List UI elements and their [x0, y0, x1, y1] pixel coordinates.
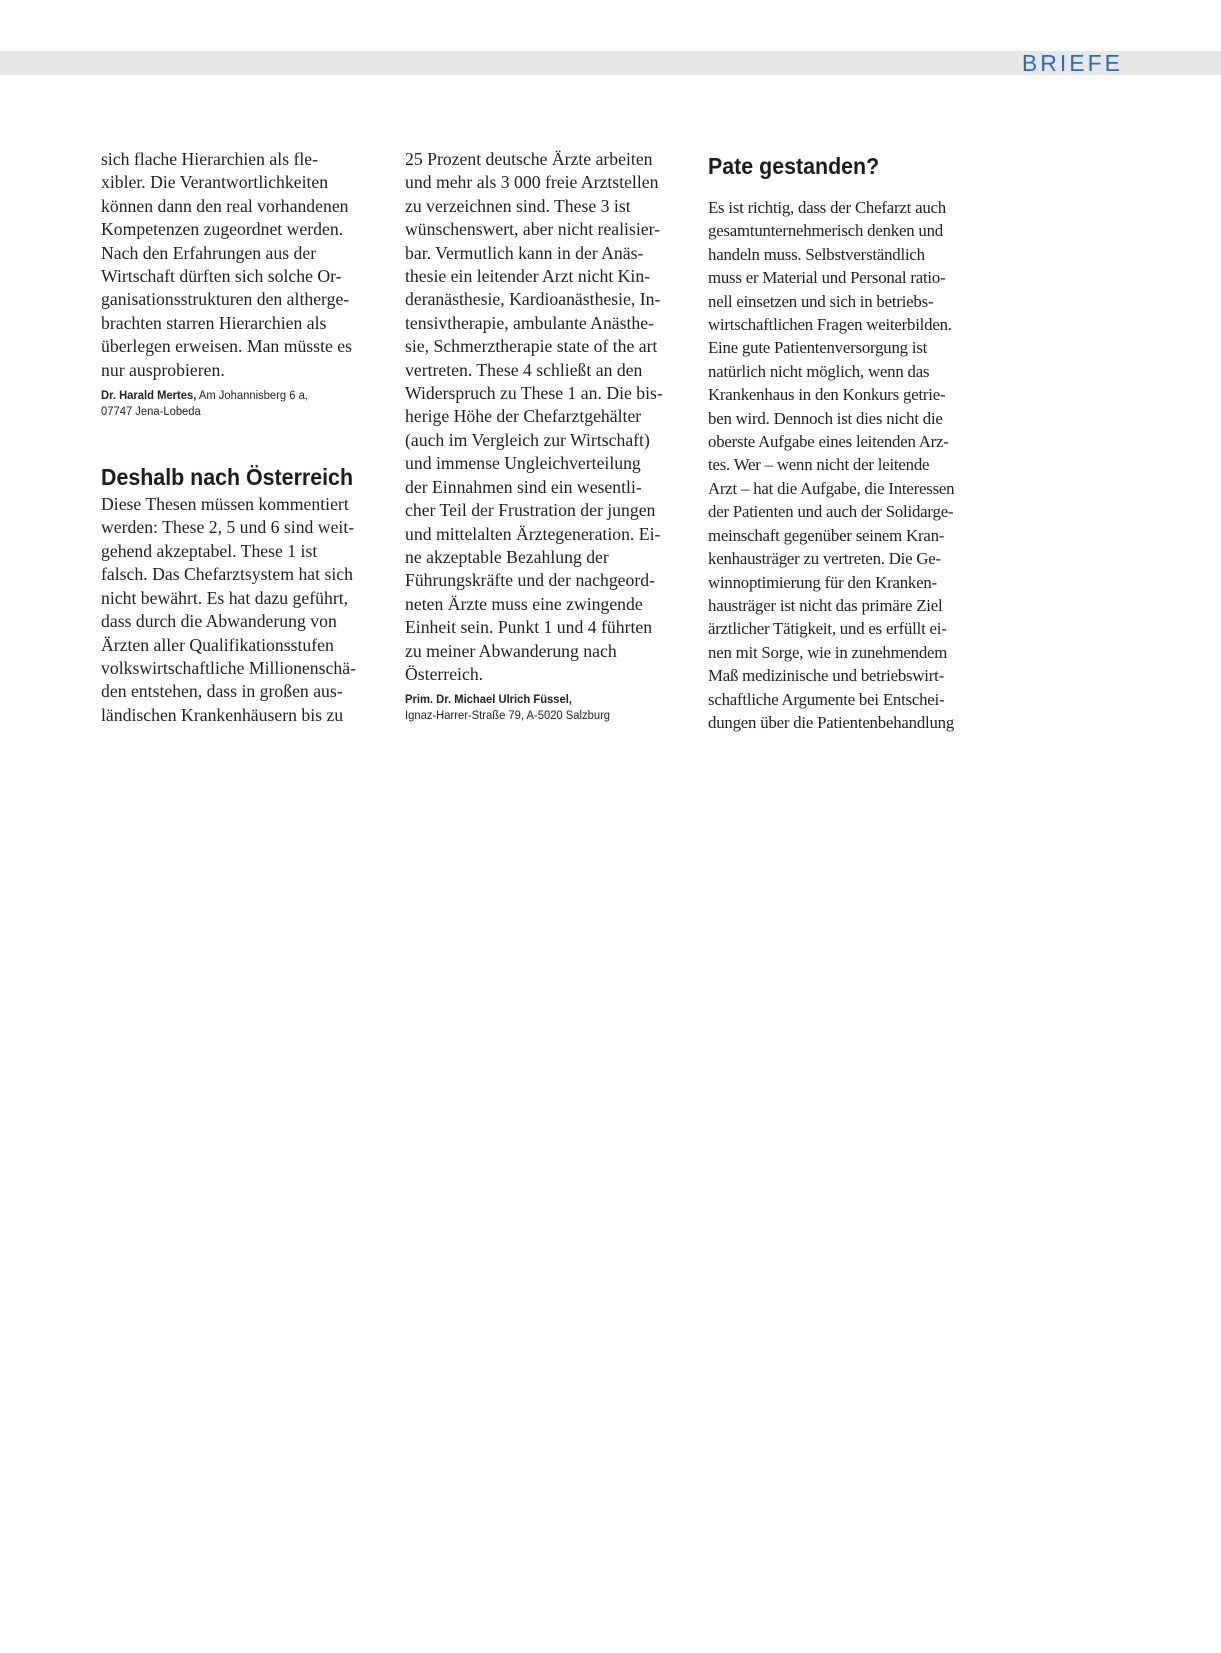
letter-pate-text: Es ist richtig, dass der Chefarzt auch gesamtunternehmerisch denken und handeln muss. Selbstverständlich muss er Material und Personal ratio- nell einsetzen und sich in betriebs- wirtschaftlichen Fragen weiterbilden. Eine gute Patientenversorgung ist natürlich nicht möglich, wenn das Krankenhaus in den Konkurs getrie- ben wird. Dennoch ist dies nicht die oberste Aufgabe eines leitenden Arz- tes. Wer – wenn nicht der leitende Arzt – hat die Aufgabe, die Interessen der Patienten und auch der Solidarge- meinschaft gegenüber seinem Kran- kenhausträger zu vertreten. Die Ge- winnoptimierung für den Kranken- hausträger ist nicht das primäre Ziel ärztlicher Tätigkeit, und es erfüllt ei- nen mit Sorge, wie in zunehmendem Maß medizinische und betriebswirt- schaftliche Argumente bei Entschei- dungen über die Patientenbehandlung	[708, 198, 955, 732]
signature-name: Prim. Dr. Michael Ulrich Füssel,	[405, 692, 573, 707]
signature-address-line2: 07747 Jena-Lobeda	[101, 403, 201, 418]
signature-address: Am Johannisberg 6 a,	[196, 388, 308, 403]
letter-fuessel-signature	[405, 692, 687, 723]
signature-name: Dr. Harald Mertes,	[101, 388, 197, 403]
signature-address: Ignaz-Harrer-Straße 79, A-5020 Salzburg	[405, 707, 611, 722]
letter-mertes-signature	[101, 388, 383, 419]
column-3	[708, 148, 1000, 734]
letter-mertes-text: sich flache Hierarchien als fle- xibler. Die Verantwortlichkeiten können dann den real vorhandenen Kompetenzen zugeordnet werden. Nach den Erfahrungen aus der Wirtschaft dürften sich solche Or- ganisationsstrukturen den althergе- brachten starren Hierarchien als überlegen erweisen. Man müsste es nur ausprobieren.	[101, 149, 352, 380]
column-1	[101, 148, 385, 727]
column-2	[405, 148, 689, 723]
letter-fuessel-text-part1: Diese Thesen müssen kommentiert werden: These 2, 5 und 6 sind weit- gehend akzeptabel. These 1 ist falsch. Das Chefarztsystem hat sich nicht bewährt. Es hat dazu geführt, dass durch die Abwanderung von Ärzten aller Qualifikationsstufen volkswirtschaftliche Millionenschä- den entstehen, dass in großen aus- ländischen Krankenhäusern bis zu	[101, 494, 356, 725]
letter-fuessel-text-part2: 25 Prozent deutsche Ärzte arbeiten und mehr als 3 000 freie Arztstellen zu verzeichnen sind. These 3 ist wünschenswert, aber nicht realisier- bar. Vermutlich kann in der Anäs- thesie ein leitender Arzt nicht Kin- deranästhesie, Kardioanästhesie, In- tensivtherapie, ambulante Anästhe- sie, Schmerztherapie state of the art vertreten. These 4 schließt an den Widerspruch zu These 1 an. Die bis- herige Höhe der Chefarztgehälter (auch im Vergleich zur Wirtschaft) und immense Ungleichverteilung der Einnahmen sind ein wesentli- cher Teil der Frustration der jungen und mittelalten Ärztegeneration. Ei- ne akzeptable Bezahlung der Führungskräfte und der nachgeord- neten Ärzte muss eine zwingende Einheit sein. Punkt 1 und 4 führten zu meiner Abwanderung nach Österreich.	[405, 149, 663, 684]
section-label: BRIEFE	[1021, 50, 1123, 76]
headline-deshalb: Deshalb nach Österreich	[101, 464, 354, 491]
headline-pate: Pate gestanden?	[708, 153, 880, 179]
